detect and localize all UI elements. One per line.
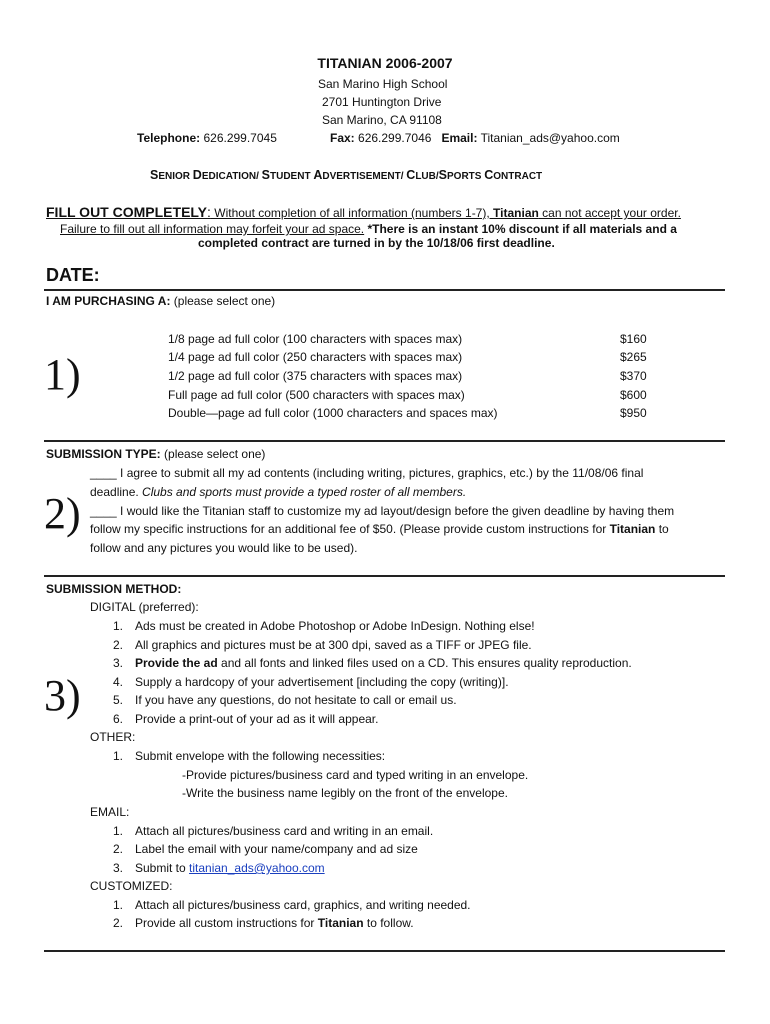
list-item: Submit to titanian_ads@yahoo.com xyxy=(135,861,325,875)
ad-option-price: $160 xyxy=(620,332,647,346)
contract-title: SENIOR DEDICATION/ STUDENT ADVERTISEMENT/ CLUB/SPORTS CONTRACT xyxy=(150,168,543,182)
customized-label: CUSTOMIZED: xyxy=(90,879,173,893)
address-line-1: 2701 Huntington Drive xyxy=(322,95,442,109)
list-number: 2. xyxy=(113,638,124,652)
list-item: Attach all pictures/business card, graphics, and writing needed. xyxy=(135,898,471,912)
telephone-value: 626.299.7045 xyxy=(203,131,277,145)
fill-out-heading: FILL OUT COMPLETELY xyxy=(46,204,208,220)
list-item: Provide a print-out of your ad as it will appear. xyxy=(135,712,379,726)
list-number: 1. xyxy=(113,898,124,912)
section3-numeral: 3) xyxy=(44,671,81,720)
ad-option-label: 1/4 page ad full color (250 characters with spaces max) xyxy=(168,350,463,364)
email-label: Email: xyxy=(441,131,478,145)
list-number: 2. xyxy=(113,916,124,930)
section1-numeral: 1) xyxy=(44,350,81,399)
telephone-label: Telephone: xyxy=(137,131,201,145)
list-number: 1. xyxy=(113,824,124,838)
ad-option-label: Full page ad full color (500 characters with spaces max) xyxy=(168,388,465,402)
list-number: 6. xyxy=(113,712,124,726)
list-item: Attach all pictures/business card and writing in an email. xyxy=(135,824,434,838)
email-value: Titanian_ads@yahoo.com xyxy=(480,131,620,145)
submission-option-2[interactable]: ____ I would like the Titanian staff to customize my ad layout/design before the given deadline by having them xyxy=(90,504,675,518)
telephone-line xyxy=(137,129,277,147)
fax-email-line xyxy=(330,129,620,147)
list-item: Provide the ad and all fonts and linked files used on a CD. This ensures quality reproduction. xyxy=(135,656,632,670)
list-item: If you have any questions, do not hesitate to call or email us. xyxy=(135,693,457,707)
divider xyxy=(44,575,725,577)
section1-heading: I AM PURCHASING A: (please select one) xyxy=(46,294,276,308)
fax-label: Fax: xyxy=(330,131,355,145)
fax-value: 626.299.7046 xyxy=(358,131,432,145)
submission-option-2-cont: follow my specific instructions for an additional fee of $50. (Please provide custom instructions for Titanian to xyxy=(90,522,669,536)
list-subitem: -Provide pictures/business card and typed writing in an envelope. xyxy=(182,768,529,782)
list-item: Provide all custom instructions for Titanian to follow. xyxy=(135,916,414,930)
digital-label: DIGITAL (preferred): xyxy=(90,600,199,614)
list-item: Label the email with your name/company and ad size xyxy=(135,842,418,856)
list-item: All graphics and pictures must be at 300 dpi, saved as a TIFF or JPEG file. xyxy=(135,638,532,652)
list-number: 5. xyxy=(113,693,124,707)
divider xyxy=(44,950,725,952)
list-number: 4. xyxy=(113,675,124,689)
school-name: San Marino High School xyxy=(318,77,448,91)
form-title: TITANIAN 2006-2007 xyxy=(317,55,453,71)
notice-line-2: Failure to fill out all information may forfeit your ad space. *There is an instant 10% discount if all materials and a xyxy=(60,222,677,236)
date-label: DATE: xyxy=(46,265,100,285)
submission-option-1[interactable]: ____ I agree to submit all my ad contents (including writing, pictures, graphics, etc.) by the 11/08/06 final xyxy=(90,466,644,480)
list-number: 3. xyxy=(113,656,124,670)
ad-option-price: $950 xyxy=(620,406,647,420)
ad-option-price: $600 xyxy=(620,388,647,402)
notice-line-3: completed contract are turned in by the 10/18/06 first deadline. xyxy=(198,236,555,250)
list-number: 2. xyxy=(113,842,124,856)
section3-heading: SUBMISSION METHOD: xyxy=(46,582,182,596)
list-number: 1. xyxy=(113,619,124,633)
section2-heading: SUBMISSION TYPE: (please select one) xyxy=(46,447,266,461)
section2-numeral: 2) xyxy=(44,489,81,538)
divider xyxy=(44,440,725,442)
list-item: Submit envelope with the following necessities: xyxy=(135,749,386,763)
ad-option-label: Double—page ad full color (1000 characters and spaces max) xyxy=(168,406,498,420)
ad-option-label: 1/8 page ad full color (100 characters with spaces max) xyxy=(168,332,463,346)
submission-option-1-cont: deadline. Clubs and sports must provide a typed roster of all members. xyxy=(90,485,467,499)
other-label: OTHER: xyxy=(90,730,136,744)
ad-option-price: $370 xyxy=(620,369,647,383)
list-number: 1. xyxy=(113,749,124,763)
list-number: 3. xyxy=(113,861,124,875)
ad-option-label: 1/2 page ad full color (375 characters with spaces max) xyxy=(168,369,463,383)
list-item: Ads must be created in Adobe Photoshop or Adobe InDesign. Nothing else! xyxy=(135,619,535,633)
list-subitem: -Write the business name legibly on the front of the envelope. xyxy=(182,786,508,800)
list-item: Supply a hardcopy of your advertisement [including the copy (writing)]. xyxy=(135,675,509,689)
divider xyxy=(44,289,725,291)
notice-line-1: FILL OUT COMPLETELY: Without completion of all information (numbers 1-7), Titanian can not accept your order. xyxy=(46,204,681,220)
email-method-label: EMAIL: xyxy=(90,805,130,819)
ad-option-price: $265 xyxy=(620,350,647,364)
email-link[interactable]: titanian_ads@yahoo.com xyxy=(189,861,325,875)
address-line-2: San Marino, CA 91108 xyxy=(322,113,442,127)
submission-option-2-cont: follow and any pictures you would like to be used). xyxy=(90,541,358,555)
